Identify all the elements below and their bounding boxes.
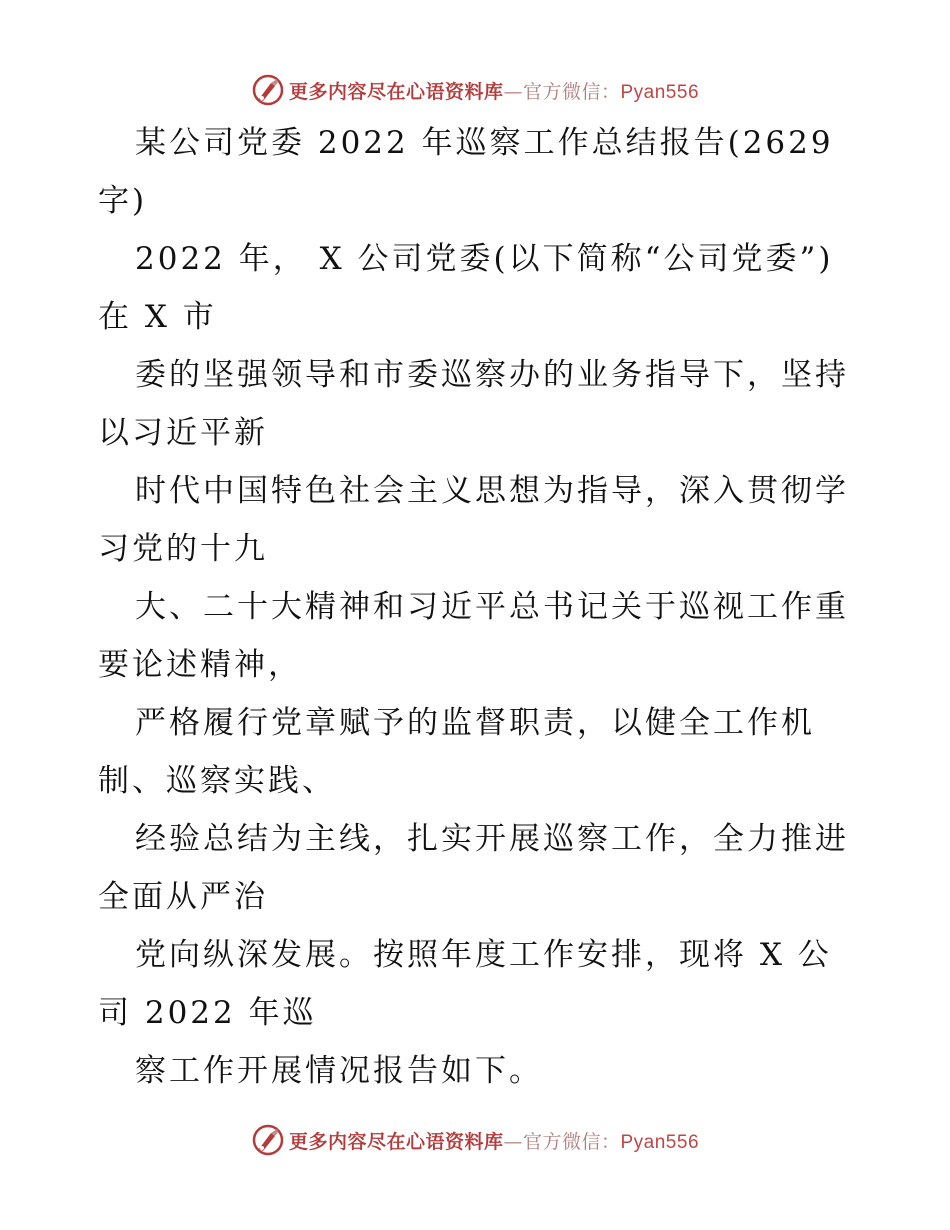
banner-official: 官方微信： (522, 80, 621, 103)
quill-logo-icon (251, 73, 285, 107)
quill-logo-icon (251, 1123, 285, 1157)
paragraph-line: 时代中国特色社会主义思想为指导，深入贯彻学 (135, 473, 849, 509)
banner-wechat-id: Pyan556 (620, 81, 700, 103)
paragraph-line: 察工作开展情况报告如下。 (135, 1053, 543, 1089)
paragraph-line: 要论述精神， (98, 647, 302, 683)
paragraph-line: 制、巡察实践、 (98, 763, 336, 799)
banner-official: 官方微信： (522, 1130, 621, 1153)
document-title-line-2: 字) (98, 183, 148, 219)
document-body (98, 122, 868, 1108)
paragraph-line: 经验总结为主线，扎实开展巡察工作，全力推进 (135, 821, 849, 857)
banner-text (289, 77, 699, 104)
banner-dash: — (503, 80, 523, 103)
paragraph-line: 全面从严治 (98, 879, 268, 915)
header-banner (0, 70, 950, 110)
banner-prefix: 更多内容尽在心语资料库 (288, 80, 504, 103)
banner-dash: — (503, 1130, 523, 1153)
paragraph-line: 在 X 市 (98, 299, 217, 335)
paragraph-line: 党向纵深发展。按照年度工作安排，现将 X 公 (135, 937, 832, 973)
paragraph-line: 委的坚强领导和市委巡察办的业务指导下，坚持 (135, 357, 849, 393)
paragraph-line: 大、二十大精神和习近平总书记关于巡视工作重 (135, 589, 849, 625)
banner-text (289, 1127, 699, 1154)
paragraph-line: 2022 年， X 公司党委(以下简称“公司党委”) (135, 241, 834, 277)
footer-banner (0, 1120, 950, 1160)
paragraph-line: 司 2022 年巡 (98, 995, 317, 1031)
banner-prefix: 更多内容尽在心语资料库 (288, 1130, 504, 1153)
paragraph-line: 严格履行党章赋予的监督职责，以健全工作机 (135, 705, 815, 741)
document-title-line-1: 某公司党委 2022 年巡察工作总结报告(2629 (135, 125, 834, 161)
banner-wechat-id: Pyan556 (620, 1131, 700, 1153)
paragraph-line: 以习近平新 (98, 415, 268, 451)
paragraph-line: 习党的十九 (98, 531, 268, 567)
